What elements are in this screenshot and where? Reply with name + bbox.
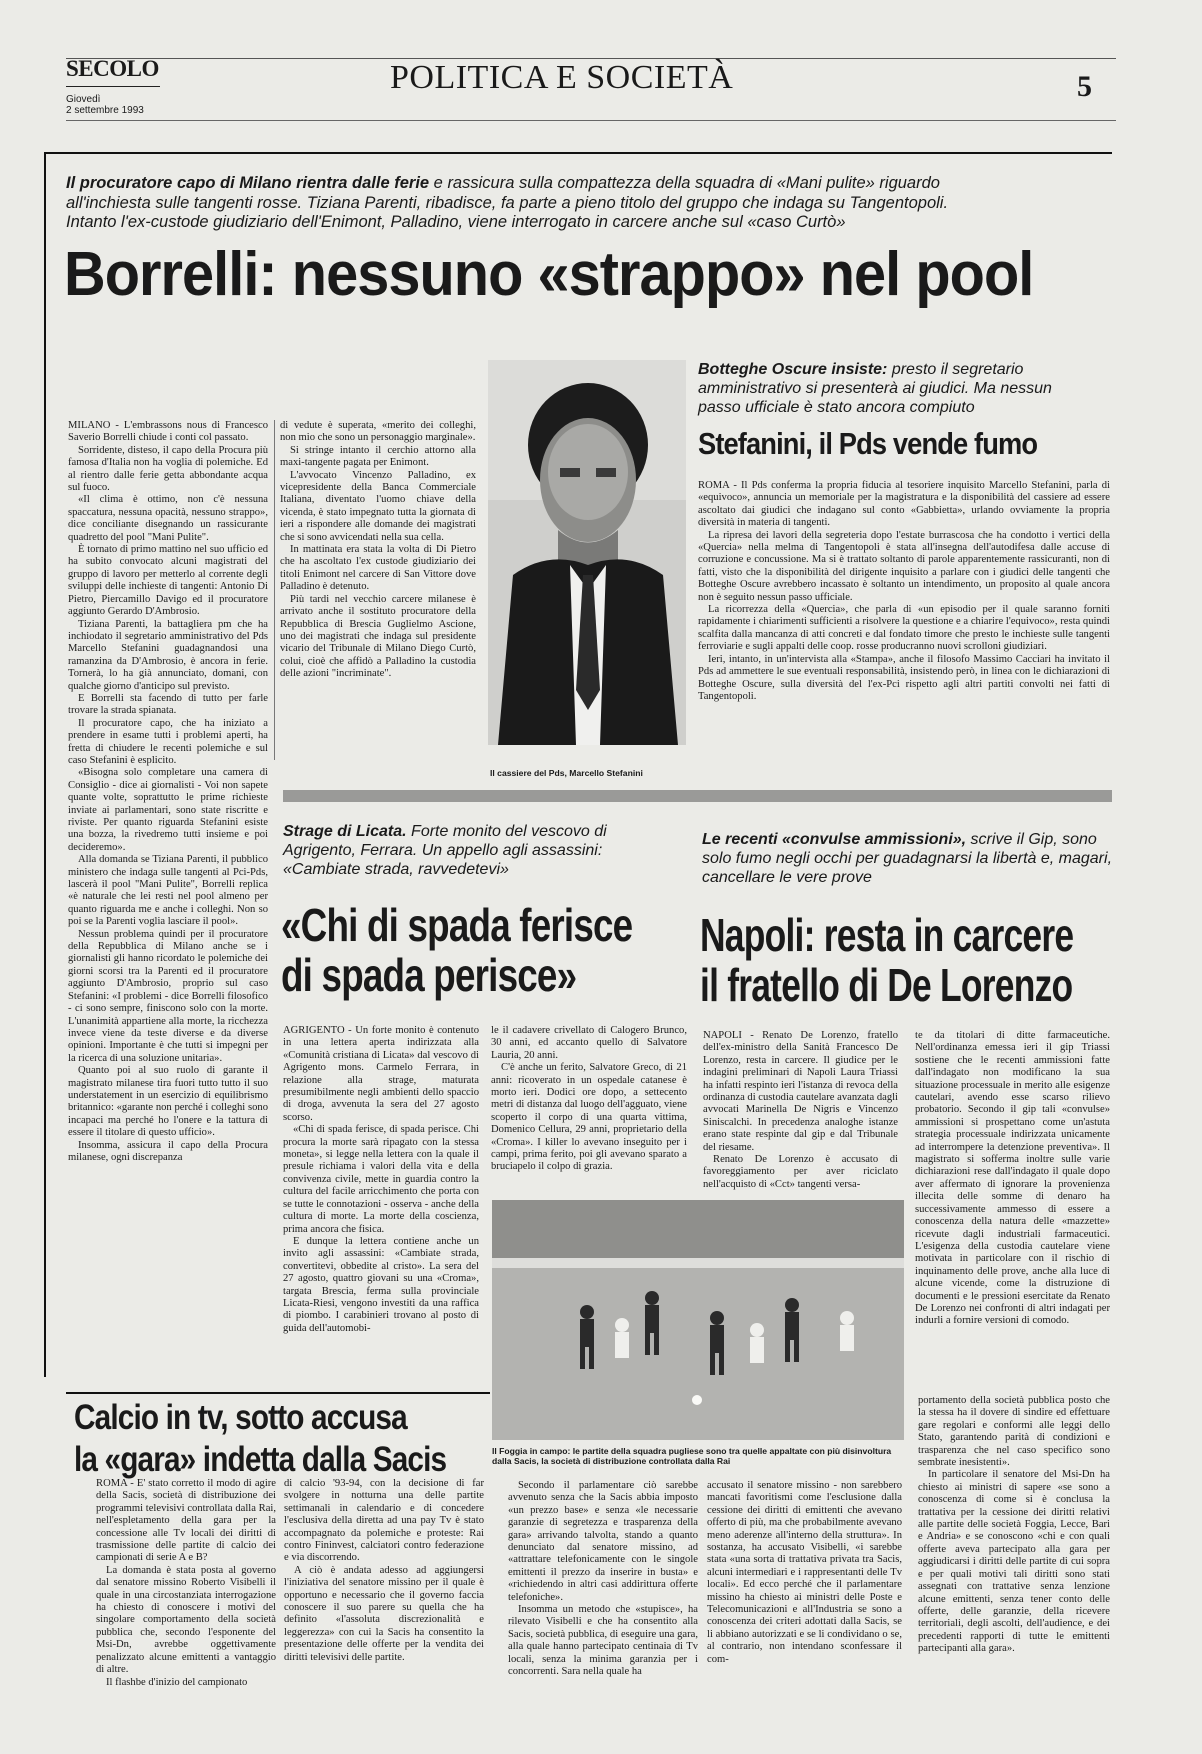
calcio-headline-line-1: Calcio in tv, sotto accusa xyxy=(74,1398,407,1437)
stefanini-kicker-text: presto il segretario amministrativo si presenterà ai giudici. Ma nessun passo ufficiale è stato ancora compiuto xyxy=(698,361,1052,416)
calcio-column-1 xyxy=(96,1478,276,1748)
lead-c2-p5: Più tardi nel vecchio carcere milanese è arrivato anche il sostituto procuratore della Repubblica di Brescia Guglielmo Ascione, uno dei magistrati che indaga sul presidente vicario del Tribunale di Milano Diego Curtò, colui, cioè che affidò a Palladino la custodia delle azioni "incriminate". xyxy=(280,593,476,680)
lead-p9: Alla domanda se Tiziana Parenti, il pubblico ministero che indaga sulle tangenti al Pci-Pds, lascerà il pool "Mani Pulite", Borrelli replica «è naturale che lei resti nel pool almeno per quanto riguarda me e anche i colleghi. Non so poi se la Parenti voglia lasciare il pool». xyxy=(68,854,268,928)
napoli-headline-line-1: Napoli: resta in carcere xyxy=(700,909,1074,961)
calcio-c4-p1: accusato il senatore missino - non sarebbero mancati favoritismi come l'esclusione dalla cessione dei diritti di emittenti che avevano offerto di più, ma che probabilmente avevano meno aderenze all'interno della struttura». In sostanza, ha accusato Visibelli, «i sarebbe stata «una sorta di trattativa privata tra Sacis, alcuni intermediari e i rappresentanti delle Tv locali». Ed ecco perché che il parlamentare missino ha chiesto ai ministri delle Poste e Telecomunicazioni e all'Industria se sono a conoscenza dei criteri adottati dalla Sacis, se li abbiano autorizzati e se li condividano o se, al contrario, non intendano sconfessare il com- xyxy=(707,1480,902,1665)
stefanini-p2: La ripresa dei lavori della segreteria dopo l'estate burrascosa che ha condotto i vertici della «Quercia» nella melma di Tangentopoli è stata all'insegna dell'autodifesa dalle accuse di corruzione e concussione. Ma si è trattato soltanto di parole apparentemente rassicuranti, non di fatti, visto che la disponibilità del dirigente inquisito a parlare con i giudici delle tangenti che Botteghe Oscure avrebbero incassato è soltanto un intendimento, un proposito al quale ancora non è seguito nessun passo ufficiale. xyxy=(698,529,1110,603)
lead-c2-p2: Si stringe intanto il cerchio attorno alla maxi-tangente pagata per Enimont. xyxy=(280,444,476,469)
calcio-c5-p2: In particolare il senatore del Msi-Dn ha chiesto ai ministri di sapere «se sono a conoscenza di come si è conclusa la trattativa per la cessione dei diritti relativi alle partite delle società Foggia, Lecce, Bari e Andria» e se conoscono «chi e con quali offerte aveva partecipato alla gara per aggiudicarsi i diritti delle partite di cui sopra e per quali motivi tali diritti sono stati assegnati con trattative senza lenzione alcune emittenti, senza tener conto delle offerte, delle garanzie, della ricevere territoriali, degli ascolti, dell'audience, e dei precedenti rapporti di tutte le emittenti partecipanti alla gara». xyxy=(918,1469,1110,1655)
licata-column-2 xyxy=(491,1025,687,1190)
stefanini-photo xyxy=(488,360,686,745)
licata-c2-p1: le il cadavere crivellato di Calogero Brunco, 30 anni, ed accanto quello di Salvatore Lauria, 20 anni. xyxy=(491,1025,687,1061)
stefanini-photo-caption: Il cassiere del Pds, Marcello Stefanini xyxy=(490,768,643,778)
napoli-kicker-bold: Le recenti «convulse ammissioni», xyxy=(702,831,967,848)
stefanini-body xyxy=(698,480,1110,780)
napoli-c2-p1: te da titolari di ditte farmaceutiche. Nell'ordinanza emessa ieri il gip Triassi sostiene che le recenti ammissioni fatte dall'indagato non modificano la sua situazione processuale in merito alle esigenze cautelari, avendo esse scarso rilievo probatorio. Secondo il gip tali «convulse» ammissioni si prospettano come un'astuta strategia processuale indirizzata unicamente ad interrompere la detenzione preventiva». Il magistrato si sofferma inoltre sulle varie dichiarazioni rese dall'indagato il quale dopo aver affermato di ignorare la provenienza illecita delle somme di denaro ha successivamente ammesso di essere a conoscenza della natura delle «mazzette» ricevute dagli industriali farmaceutici. L'esigenza della custodia cautelare viene motivata in particolare con il rischio di inquinamento delle prove, anche alla luce di alcune vicende, come la distruzione di documenti e le pressioni esercitate da Renato De Lorenzo nei confronti di altri indagati per indurli a fornire versioni di comodo. xyxy=(915,1030,1110,1327)
licata-kicker-text: Forte monito del vescovo di Agrigento, Ferrara. Un appello agli assassini: «Cambiate strada, ravvedetevi» xyxy=(283,823,607,878)
masthead-rule xyxy=(66,120,1116,121)
lead-p12: Insomma, assicura il capo della Procura milanese, ogni discrepanza xyxy=(68,1139,268,1163)
stefanini-kicker xyxy=(698,360,1068,417)
stefanini-headline: Stefanini, il Pds vende fumo xyxy=(698,426,1038,461)
stefanini-portrait xyxy=(488,360,686,745)
licata-headline-line-1: «Chi di spada ferisce xyxy=(281,899,633,951)
calcio-p2: La domanda è stata posta al governo dal senatore missino Roberto Visibelli il quale in una circostanziata interrogazione ha chiesto di conoscere i motivi del singolare comportamento della società pubblica che, secondo l'esponente del Msi-Dn, avrebbe oggettivamente penalizzato alcune emittenti a vantaggio di altre. xyxy=(96,1564,276,1676)
lead-box-top xyxy=(44,152,1112,154)
stefanini-p3: La ricorrezza della «Quercia», che parla di «un episodio per il quale saranno forniti rapidamente i chiarimenti sufficienti a risolvere la questione e a chiarire l'equivoco», resta quindi scalfita dalla mancanza di atti concreti e dal fondato timore che presto le inchieste sulle tangenti ferroviarie e sugli appalti delle coop. rosse producranno nuovi scrolloni giudiziari. xyxy=(698,604,1110,653)
licata-kicker xyxy=(283,822,613,879)
page-number: 5 xyxy=(1077,70,1092,103)
lead-c2-p4: In mattinata era stata la volta di Di Pietro che ha ascoltato l'ex custode giudiziario dei titoli Enimont nel carcere di San Vittore dove Palladino è detenuto. xyxy=(280,544,476,593)
paper-name-underline xyxy=(66,86,160,87)
lead-box-left xyxy=(44,152,46,1377)
lead-p2: Sorridente, disteso, il capo della Procura più famosa d'Italia non ha voglia di polemiche. Ed al rientro dalle ferie getta abbondante acqua sul fuoco. xyxy=(68,444,268,494)
calcio-column-2 xyxy=(284,1478,484,1748)
lead-column-divider xyxy=(274,420,275,760)
calcio-column-3 xyxy=(508,1480,698,1748)
calcio-p3: Il flashbe d'inizio del campionato xyxy=(106,1676,248,1688)
napoli-p1: NAPOLI - Renato De Lorenzo, fratello dell'ex-ministro della Sanità Francesco De Lorenzo, resta in carcere. Il giudice per le indagini preliminari di Napoli Laura Triassi ha infatti respinto ieri l'istanza di revoca della ordinanza di custodia cautelare avanzata dagli avvocati Marinella De Nigris e Vincenzo Siniscalchi. In precedenza analoghe istanze erano state respinte dal gip e dal Tribunale del riesame. xyxy=(703,1030,898,1153)
calcio-c2-p2: A ciò è andata adesso ad aggiungersi l'iniziativa del senatore missino per il quale è opportuno e necessario che il governo faccia conoscere il suo parere su quella che ha definito «l'assoluta discrezionalità e leggerezza» con cui la Sacis ha consentito la presentazione delle offerte per la vendita dei diritti televisivi delle partite. xyxy=(284,1564,484,1663)
calcio-column-5 xyxy=(918,1395,1110,1748)
calcio-headline-line-2: la «gara» indetta dalla Sacis xyxy=(74,1440,447,1479)
lead-c2-p3: L'avvocato Vincenzo Palladino, ex vicepresidente della Banca Commerciale Italiana, diventato l'uomo chiave della vicenda, è stato impegnato tutta la giornata di ieri a rispondere alle domande dei magistrati che si sono avvicendati nella sua cella. xyxy=(280,469,476,543)
lead-p3: «Il clima è ottimo, non c'è nessuna spaccatura, nessuna opacità, nessuno strappo», dice conciliante disegnando un rassicurante quadretto del pool "Mani Pulite". xyxy=(68,494,268,543)
licata-p1: AGRIGENTO - Un forte monito è contenuto in una lettera aperta indirizzata alla «Comunità cristiana di Licata» dal vescovo di Agrigento mons. Carmelo Ferrara, in relazione alla strage, maturata presumibilmente negli ambienti dello spaccio di droga, avvenuta la sera del 27 agosto scorso. xyxy=(283,1025,479,1123)
lead-p10: Nessun problema quindi per il procuratore della Repubblica di Milano anche se i giornalisti gli hanno ricordato le polemiche dei giorni scorsi tra la Parenti ed il procuratore aggiunto D'Ambrosio, proprio sul caso Stefanini: «I problemi - dice Borrelli filosofico - ci sono sempre, finiscono solo con la morte. L'unanimità appartiene alla morte, la ricchezza invece viene da teste diverse e da diverse opinioni. Importante è che tutti si impegni per la ricerca di una soluzione unitaria». xyxy=(68,928,268,1064)
napoli-p2: Renato De Lorenzo è accusato di favoreggiamento per aver riciclato nell'acquisto di «Cct» tangenti versa- xyxy=(703,1154,898,1190)
calcio-c5-p1: portamento della società pubblica posto che la stessa ha il dovere di sindire ed effettuare gare regolari e conformi alle leggi dello Stato, garantendo parità di condizioni e trasparenza che nel caso specifico sono sembrate inesistenti». xyxy=(918,1395,1110,1469)
lead-kicker xyxy=(66,174,986,233)
licata-column-1 xyxy=(283,1025,479,1385)
lead-headline: Borrelli: nessuno «strappo» nel pool xyxy=(64,240,1034,309)
section-title: POLITICA E SOCIETÀ xyxy=(390,59,734,96)
calcio-c2-p1: di calcio '93-94, con la decisione di far svolgere in notturna una delle partite settimanali in calendario e di concedere l'esclusiva della diretta ad una pay Tv è stato accompagnato da polemiche e proteste: Rai contro Fininvest, calciatori contro federazione e via discorrendo. xyxy=(284,1478,484,1564)
stefanini-p4: Ieri, intanto, in un'intervista alla «Stampa», anche il filosofo Massimo Cacciari ha invitato il Pds ad ammettere le sue eventuali responsabilità, insistendo però, in linea con le dichiarazioni di Botteghe Oscure, sulla diversità del l'ex-Pci rispetto agli altri partiti convolti nei fatti di Tangentopoli. xyxy=(698,653,1110,702)
licata-p3: E dunque la lettera contiene anche un invito agli assassini: «Cambiate strada, convertitevi, obbedite al cristo». La sera del 27 agosto, quattro giovani su una «Croma», targata Brescia, ferma sulla provinciale Licata-Riesi, vengono investiti da una raffica di piombo. I carabinieri trovano al posto di guida dell'automobi- xyxy=(283,1235,479,1334)
stefanini-p1: ROMA - Il Pds conferma la propria fiducia al tesoriere inquisito Marcello Stefanini, parla di «equivoco», annuncia un memoriale per la magistratura e la disponibilità del cassiere ad essere ascoltato dai giudici che indagano sul conto «Gabbietta», urlando ovviamente la propria diversità in materia di tangenti. xyxy=(698,480,1110,529)
issue-date: 2 settembre 1993 xyxy=(66,105,144,116)
lead-p7: Il procuratore capo, che ha iniziato a prendere in esame tutti i problemi aperti, ha fretta di chiudere le recenti polemiche e sul caso Stefanini è esplicito. xyxy=(68,717,268,766)
issue-day: Giovedì xyxy=(66,94,101,105)
mid-section-rule xyxy=(283,790,1112,802)
licata-c2-p2: C'è anche un ferito, Salvatore Greco, di 21 anni: ricoverato in un ospedale catanese è morto ieri. Dodici ore dopo, a settecento metri di distanza dal luogo dell'agguato, viene scoperto il corpo di una quarta vittima, Domenico Cellura, 29 anni, proprietario della «Croma». I killer lo avevano inseguito per i campi, prima ferito, poi gli avevano sparato a bruciapelo il colpo di grazia. xyxy=(491,1062,687,1173)
calcio-c3-p1: Secondo il parlamentare ciò sarebbe avvenuto senza che la Sacis abbia imposto «un prezzo base» e senza «le necessarie garanzie di segretezza e trasparenza della gara» arrivando talvolta, stando a quanto denunciato dal senatore missino, ad «attrattare telefonicamente con le singole emittenti il prezzo da inserire in busta» e «richiedendo in altri casi addirittura offerte telefoniche». xyxy=(508,1480,698,1603)
foggia-football-photo xyxy=(492,1200,904,1440)
napoli-kicker-text: scrive il Gip, sono solo fumo negli occhi per guadagnarsi la libertà e, magari, cancellare le vere prove xyxy=(702,831,1113,886)
licata-p2: «Chi di spada ferisce, di spada perisce. Chi procura la morte sarà ripagato con la stessa moneta», si legge nella lettera con la quale il presule richiama i valori della vita e della convivenza civile, mette in guardia contro la cultura del facile arricchimento che porta con se tutte le connotazioni - osserva - anche della cultura di morte. La morte della coscienza, prima ancora che fisica. xyxy=(283,1124,479,1235)
lead-p6: E Borrelli sta facendo di tutto per farle trovare la strada spianata. xyxy=(68,692,268,717)
lead-kicker-bold: Il procuratore capo di Milano rientra dalle ferie xyxy=(66,174,430,192)
calcio-p1: ROMA - E' stato corretto il modo di agire della Sacis, società di distribuzione dei programmi televisivi controllata dalla Rai, nell'espletamento della gara per la concessione alle Tv locali dei diritti di trasmissione delle partite di calcio dei campionati di serie A e B? xyxy=(96,1478,276,1564)
licata-headline-line-2: di spada perisce» xyxy=(281,949,577,1001)
calcio-column-4 xyxy=(707,1480,902,1748)
foggia-photo-caption: Il Foggia in campo: le partite della squadra pugliese sono tra quelle appaltate con più disinvoltura dalla Sacis, la società di distribuzione controllata dalla Rai xyxy=(492,1446,892,1466)
licata-kicker-bold: Strage di Licata. xyxy=(283,823,407,840)
stefanini-kicker-bold: Botteghe Oscure insiste: xyxy=(698,361,888,378)
lead-p4: È tornato di primo mattino nel suo ufficio ed ha subito convocato alcuni magistrati del gruppo di lavoro per metterlo al corrente degli sviluppi delle inchieste di tangenti: Antonio Di Pietro, Piercamillo Davigo ed il procuratore aggiunto Gerardo D'Ambrosio. xyxy=(68,544,268,618)
lead-p8: «Bisogna solo completare una camera di Consiglio - dice ai giornalisti - Voi non sapete quante volte, soprattutto le prime richieste inviate ai parlamentari, sono state riscritte e riviste. Per quanto riguarda Stefanini esiste una bozza, la rivedremo tutti insieme e poi decideremo». xyxy=(68,767,268,853)
football-match-scene xyxy=(492,1200,904,1440)
napoli-column-1 xyxy=(703,1030,898,1190)
lead-p1: MILANO - L'embrassons nous di Francesco Saverio Borrelli chiude i conti col passato. xyxy=(68,420,268,444)
napoli-headline-line-2: il fratello di De Lorenzo xyxy=(700,959,1073,1011)
lead-p11: Quanto poi al suo ruolo di garante il magistrato milanese tira fuori tutto tutto il suo understatement in un esercizio di equilibrismo britannico: «garante non perché i colleghi sono incapaci ma perché ho l'onere e la tattura di essere il titolare di questo ufficio». xyxy=(68,1065,268,1139)
lead-column-1 xyxy=(68,420,268,1385)
lead-kicker-text: e rassicura sulla compattezza della squadra di «Mani pulite» riguardo all'inchiesta sulle tangenti rosse. Tiziana Parenti, ribadisce, fa parte a pieno titolo del gruppo che indaga su Tangentopoli. Intanto l'ex-custode giudiziario dell'Enimont, Palladino, viene interrogato in carcere anche sul «caso Curtò» xyxy=(66,174,949,231)
lead-p5: Tiziana Parenti, la battagliera pm che ha inchiodato il segretario amministrativo del Pds Marcello Stefanini guadagnandosi una ramanzina da D'Ambrosio, è ancora in ferie. Tornerà, lo ha già annunciato, domani, con qualche giorno d'anticipo sul previsto. xyxy=(68,618,268,692)
paper-name: SECOLO xyxy=(66,56,159,81)
calcio-c3-p2: Insomma un metodo che «stupisce», ha rilevato Visibelli e che ha consentito alla Sacis, società pubblica, di eseguire una gara, alla quale hanno partecipato centinaia di Tv locali, senza la minima garanzia per i concorrenti. Sara nella quale ha xyxy=(508,1604,698,1678)
napoli-kicker xyxy=(702,830,1112,887)
calcio-box-top xyxy=(66,1392,490,1394)
lead-c2-p1: di vedute è superata, «merito dei colleghi, non mio che sono un personaggio marginale». xyxy=(280,420,476,444)
napoli-column-2 xyxy=(915,1030,1110,1388)
lead-column-2 xyxy=(280,420,476,760)
